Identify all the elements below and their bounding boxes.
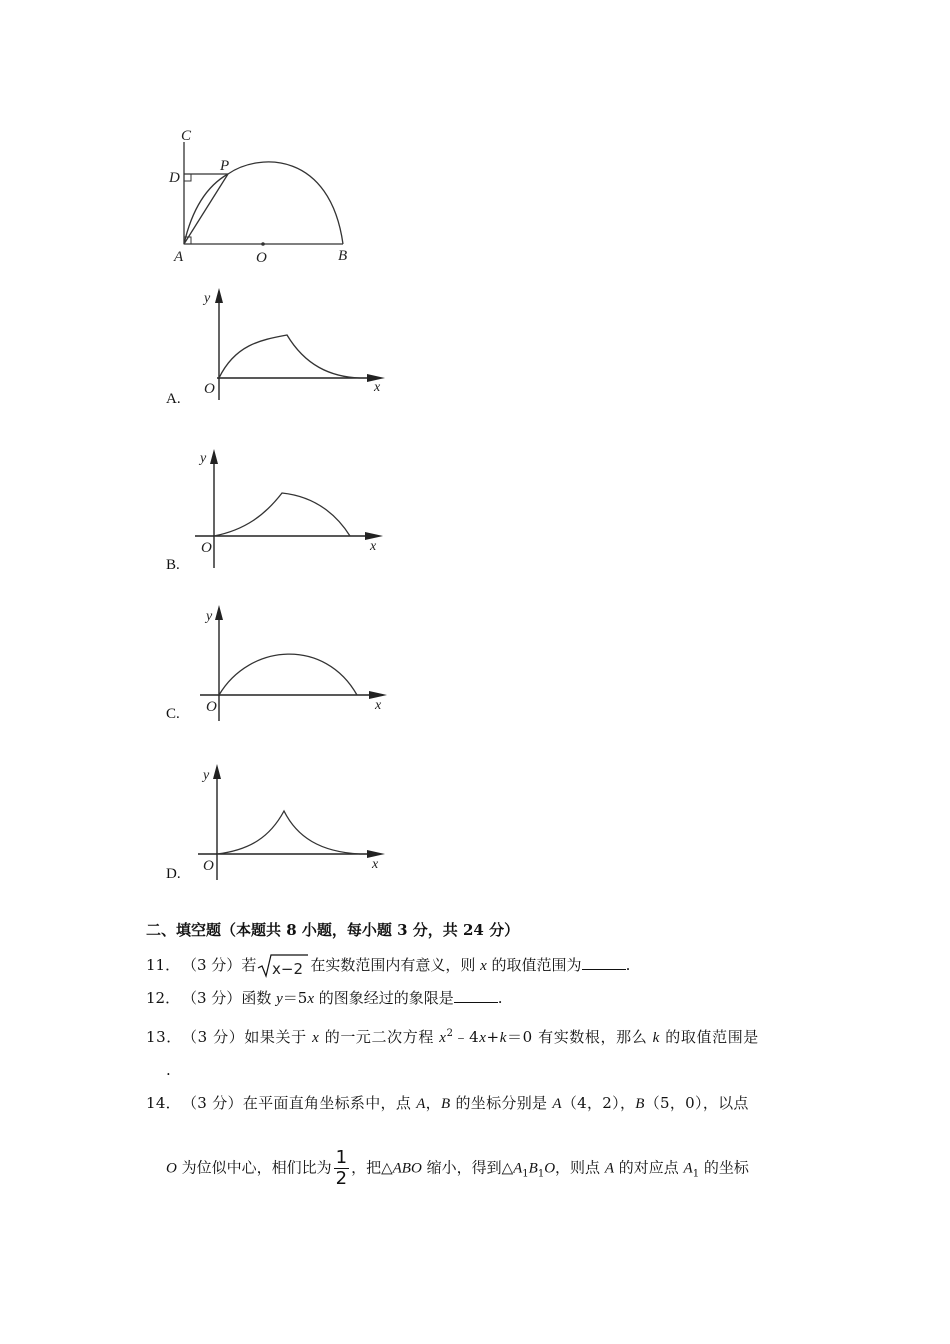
graph-d-origin: O [203, 858, 214, 874]
option-d-label[interactable]: D. [166, 866, 181, 882]
option-a-label[interactable]: A. [166, 391, 181, 407]
section-heading: 二、填空题（本题共 8 小题，每小题 3 分，共 24 分） [146, 921, 520, 939]
geometry-figure [160, 122, 360, 267]
graph-option-b [190, 445, 390, 570]
graph-a-y-label: y [204, 291, 211, 306]
answer-blank-11[interactable] [582, 956, 626, 970]
question-12: 12． （3 分）函数 y＝5x 的图象经过的象限是 . [146, 989, 503, 1007]
graph-option-a [195, 285, 395, 405]
graph-d-x-label: x [372, 857, 379, 872]
graph-option-d [195, 762, 395, 882]
label-A: A [174, 249, 184, 265]
label-C: C [181, 128, 192, 144]
graph-b-x-label: x [370, 539, 377, 554]
graph-c-origin: O [206, 699, 217, 715]
answer-blank-12[interactable] [454, 989, 498, 1003]
label-D: D [169, 170, 180, 186]
label-O: O [256, 250, 267, 266]
option-c-label[interactable]: C. [166, 706, 180, 722]
graph-a-origin: O [204, 381, 215, 397]
graph-option-c [195, 603, 395, 723]
question-13-continued: . [166, 1061, 171, 1079]
label-P: P [220, 158, 230, 174]
question-14: 14．（3 分）在平面直角坐标系中，点 A，B 的坐标分别是 A（4，2），B（5，0），以点 [146, 1094, 749, 1112]
fraction-one-half: $\frac{1}{2}$ [335, 1147, 348, 1189]
sqrt-expression [257, 953, 309, 979]
svg-text:x−2: x−2 [272, 960, 304, 978]
option-b-label[interactable]: B. [166, 557, 180, 573]
question-11: 11． （3 分）若 x−2 在实数范围内有意义，则 x 的取值范围为 . [146, 953, 630, 979]
graph-a-x-label: x [374, 380, 381, 395]
graph-d-y-label: y [203, 768, 210, 783]
question-14-line-2: O 为位似中心，相们比为 $\frac{1}{2}$ ，把△ABO 缩小，得到$\triangle A_1B_1O$，则点 A 的对应点 $A_1$ 的坐标 [166, 1147, 749, 1189]
question-13: 13．（3 分）如果关于 x 的一元二次方程 $x^2﹣4x+k=0$ 有实数根，那么 k 的取值范围是 [146, 1028, 759, 1046]
label-B: B [338, 248, 348, 264]
graph-b-origin: O [201, 540, 212, 556]
graph-c-y-label: y [206, 609, 213, 624]
graph-c-x-label: x [375, 698, 382, 713]
graph-b-y-label: y [200, 451, 207, 466]
